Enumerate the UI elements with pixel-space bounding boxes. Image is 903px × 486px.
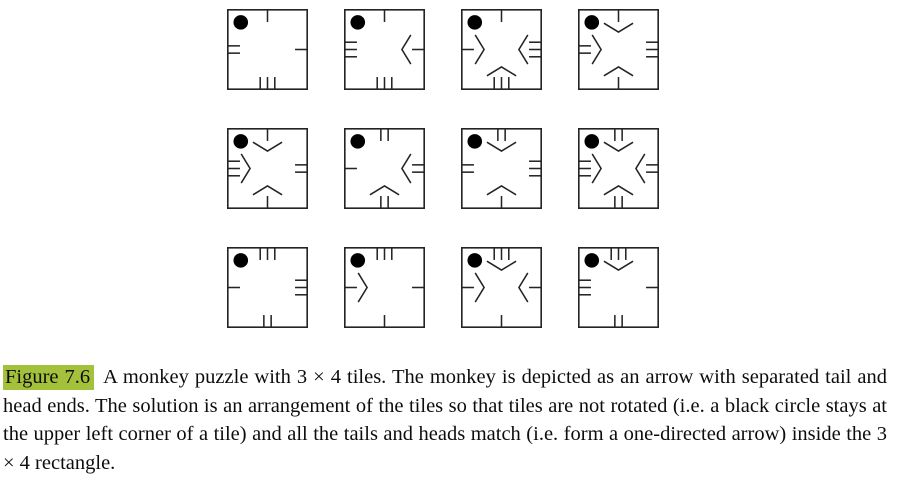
tile-orientation-circle-icon [233,15,248,30]
puzzle-tile-9 [227,247,308,328]
monkey-puzzle-tile-grid [227,9,659,366]
tile-orientation-circle-icon [350,134,365,149]
puzzle-tile-12 [578,247,659,328]
puzzle-tile-1 [227,9,308,90]
tile-orientation-circle-icon [584,15,599,30]
tile-orientation-circle-icon [233,134,248,149]
tile-row-1 [227,9,659,90]
puzzle-tile-7 [461,128,542,209]
puzzle-tile-5 [227,128,308,209]
tile-orientation-circle-icon [467,15,482,30]
tile-orientation-circle-icon [467,134,482,149]
tile-orientation-circle-icon [350,15,365,30]
tile-row-2 [227,128,659,209]
tile-orientation-circle-icon [584,134,599,149]
tile-orientation-circle-icon [467,253,482,268]
tile-orientation-circle-icon [233,253,248,268]
puzzle-tile-6 [344,128,425,209]
figure-label-highlight: Figure 7.6 [3,365,94,390]
puzzle-tile-2 [344,9,425,90]
tile-orientation-circle-icon [584,253,599,268]
tile-row-3 [227,247,659,328]
puzzle-tile-8 [578,128,659,209]
tile-orientation-circle-icon [350,253,365,268]
figure-caption [3,363,887,477]
puzzle-tile-10 [344,247,425,328]
puzzle-tile-3 [461,9,542,90]
puzzle-tile-4 [578,9,659,90]
puzzle-tile-11 [461,247,542,328]
caption-text: A monkey puzzle with 3 × 4 tiles. The monkey is depicted as an arrow with separated tail and head ends. The solution is an arrangement of the tiles so that tiles are not rotated (i.e. a black circle stays at the upper left corner of a tile) and all the tails and heads match (i.e. form a one-directed arrow) inside the 3 × 4 rectangle. [3,366,887,474]
